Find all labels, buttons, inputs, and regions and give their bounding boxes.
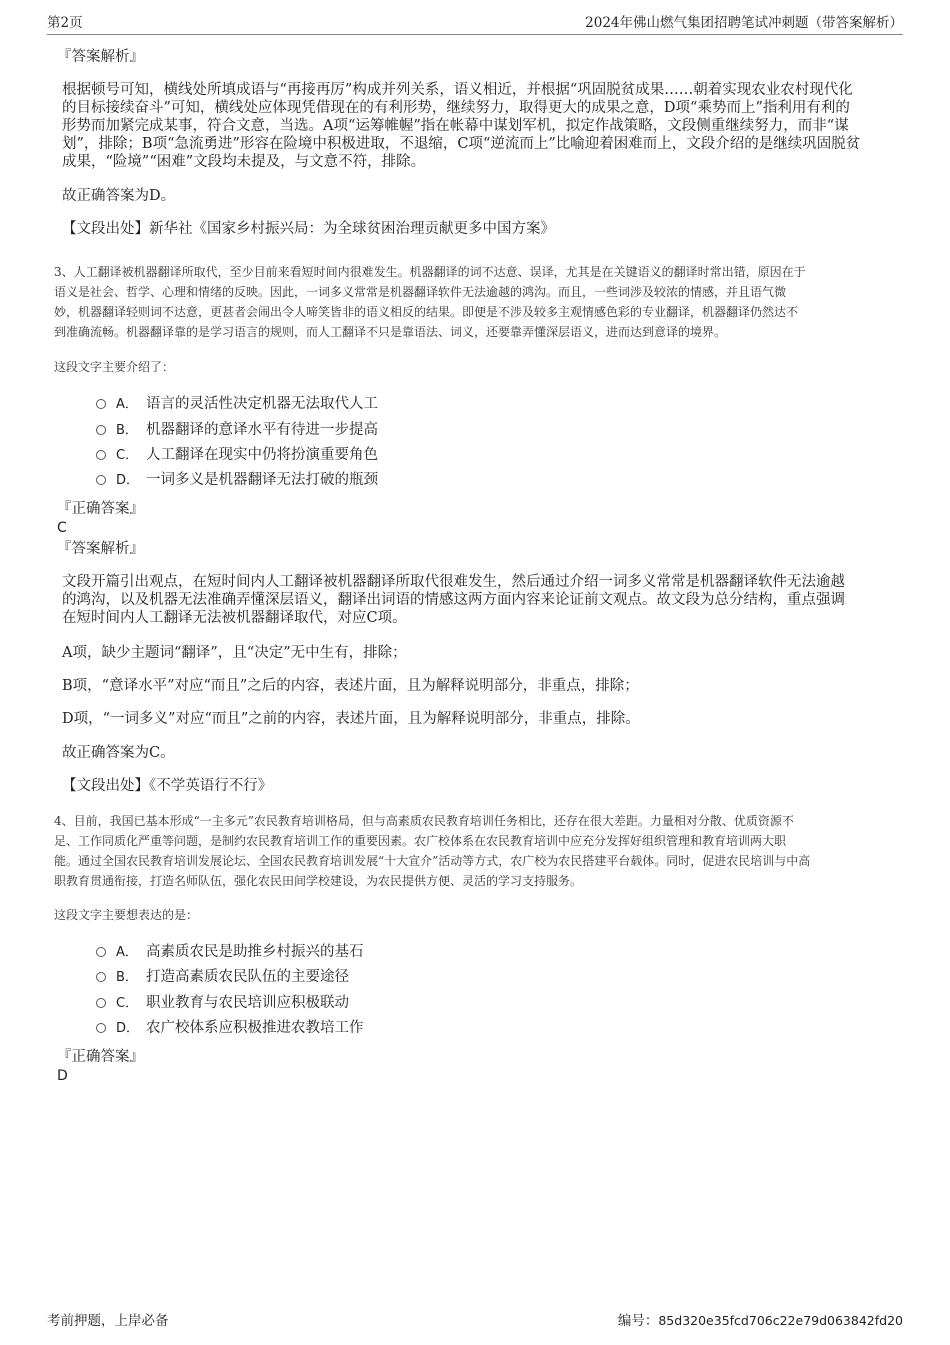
q2-source: 【文段出处】新华社《国家乡村振兴局：为全球贫困治理贡献更多中国方案》 (62, 221, 555, 237)
q3-option-a[interactable]: A． 语言的灵活性决定机器无法取代人工 (96, 395, 378, 414)
q3-source: 【文段出处】《不学英语行不行》 (62, 778, 273, 794)
q3-analysis-line: 文段开篇引出观点，在短时间内人工翻译被机器翻译所取代很难发生，然后通过介绍一词多义常常是机器翻译软件无法逾越 (62, 574, 845, 590)
radio-icon[interactable] (96, 947, 106, 957)
q3-option-c[interactable]: C． 人工翻译在现实中仍将扮演重要角色 (96, 446, 378, 465)
document-id-label: 编号： (617, 1313, 659, 1329)
q4-passage-line: 职教育贯通衔接，打造名师队伍，强化农民田间学校建设，为农民提供方便、灵活的学习支持服务。 (54, 874, 583, 888)
q4-answer-label: 『正确答案』 (57, 1049, 144, 1065)
radio-icon[interactable] (96, 425, 106, 435)
radio-icon[interactable] (96, 450, 106, 460)
q3-answer: C (57, 520, 67, 536)
q3-note-d: D项，“一词多义”对应“而且”之前的内容，表述片面，且为解释说明部分，非重点，排除。 (62, 711, 640, 727)
q3-analysis-label: 『答案解析』 (57, 541, 144, 557)
q3-option-b[interactable]: B． 机器翻译的意译水平有待进一步提高 (96, 421, 378, 440)
q2-analysis-line: 的目标接续奋斗”可知，横线处应体现凭借现在的有利形势，继续努力，取得更大的成果之意，D项“乘势而上”指利用有利的 (62, 100, 850, 116)
page-footer (47, 1312, 903, 1332)
q3-option-d[interactable]: D． 一词多义是机器翻译无法打破的瓶颈 (96, 471, 378, 490)
page-header (47, 14, 903, 35)
q4-passage-line: 能。通过全国农民教育培训发展论坛、全国农民教育培训发展“十大宣介”活动等方式，农广校为农民搭建平台载体。同时，促进农民培训与中高 (54, 854, 811, 868)
q2-analysis-label: 『答案解析』 (57, 49, 144, 65)
q2-analysis-line: 形势而加紧完成某事，符合文意，当选。A项“运筹帷幄”指在帐幕中谋划军机，拟定作战策略，文段侧重继续努力，而非“谋 (62, 118, 849, 134)
page-number: 第2页 (47, 15, 83, 31)
radio-icon[interactable] (96, 475, 106, 485)
q3-prompt: 这段文字主要介绍了： (54, 360, 175, 374)
q4-option-d[interactable]: D． 农广校体系应积极推进农教培工作 (96, 1019, 364, 1038)
q3-analysis-line: 的鸿沟，以及机器无法准确弄懂深层语义，翻译出词语的情感这两方面内容来论证前文观点。故文段为总分结构，重点强调 (62, 592, 845, 608)
q2-analysis-line: 成果，“险境”“困难”文段均未提及，与文意不符，排除。 (62, 154, 426, 170)
q3-passage-line: 到准确流畅。机器翻译靠的是学习语言的规则，而人工翻译不只是靠语法、词义，还要靠弄懂深层语义，进而达到意译的境界。 (54, 325, 727, 339)
q4-option-c[interactable]: C． 职业教育与农民培训应积极联动 (96, 994, 349, 1013)
radio-icon[interactable] (96, 1023, 106, 1033)
q4-passage-line: 足、工作同质化严重等问题，是制约农民教育培训工作的重要因素。农广校体系在农民教育培训中应充分发挥好组织管理和教育培训两大职 (54, 834, 787, 848)
q3-answer-label: 『正确答案』 (57, 501, 144, 517)
radio-icon[interactable] (96, 972, 106, 982)
q4-answer: D (57, 1068, 68, 1084)
radio-icon[interactable] (96, 399, 106, 409)
q4-passage-line: 4、目前，我国已基本形成“一主多元”农民教育培训格局，但与高素质农民教育培训任务相比，还存在很大差距。力量相对分散、优质资源不 (54, 814, 794, 828)
q4-option-a[interactable]: A． 高素质农民是助推乡村振兴的基石 (96, 943, 364, 962)
q3-passage (54, 262, 897, 342)
document-title: 2024年佛山燃气集团招聘笔试冲刺题（带答案解析） (585, 15, 903, 31)
q3-note-b: B项，“意译水平”对应“而且”之后的内容，表述片面，且为解释说明部分，非重点，排除； (62, 678, 639, 694)
q3-passage-line: 语义是社会、哲学、心理和情绪的反映。因此，一词多义常常是机器翻译软件无法逾越的鸿沟。而且，一些词涉及较浓的情感，并且语气微 (54, 285, 787, 299)
q3-analysis (62, 573, 890, 627)
q2-analysis-line: 根据顿号可知，横线处所填成语与“再接再厉”构成并列关系，语义相近，并根据“巩固脱贫成果……朝着实现农业农村现代化 (62, 82, 853, 98)
q4-prompt: 这段文字主要想表达的是： (54, 908, 199, 922)
q4-option-b[interactable]: B． 打造高素质农民队伍的主要途径 (96, 968, 349, 987)
document-id (618, 1312, 903, 1330)
q2-conclusion: 故正确答案为D。 (62, 188, 176, 204)
document-id-value: 85d320e35fcd706c22e79d063842fd20 (658, 1313, 903, 1328)
q2-analysis-line: 划”，排除；B项“急流勇进”形容在险境中积极进取，不退缩，C项“逆流而上”比喻迎着困难而上，文段介绍的是继续巩固脱贫 (62, 136, 861, 152)
footer-slogan: 考前押题，上岸必备 (47, 1313, 169, 1329)
q3-conclusion: 故正确答案为C。 (62, 745, 175, 761)
q3-note-a: A项，缺少主题词“翻译”，且“决定”无中生有，排除； (62, 645, 407, 661)
q3-passage-line: 妙，机器翻译轻则词不达意，更甚者会闹出令人啼笑皆非的语义相反的结果。即便是不涉及较多主观情感色彩的专业翻译，机器翻译仍然达不 (54, 305, 799, 319)
q3-passage-line: 3、人工翻译被机器翻译所取代，至少目前来看短时间内很难发生。机器翻译的词不达意、误译，尤其是在关键语义的翻译时常出错，原因在于 (54, 265, 806, 279)
q2-analysis (62, 81, 890, 171)
q4-passage (54, 811, 897, 891)
q3-analysis-line: 在短时间内人工翻译无法被机器翻译取代，对应C项。 (62, 610, 407, 626)
radio-icon[interactable] (96, 998, 106, 1008)
